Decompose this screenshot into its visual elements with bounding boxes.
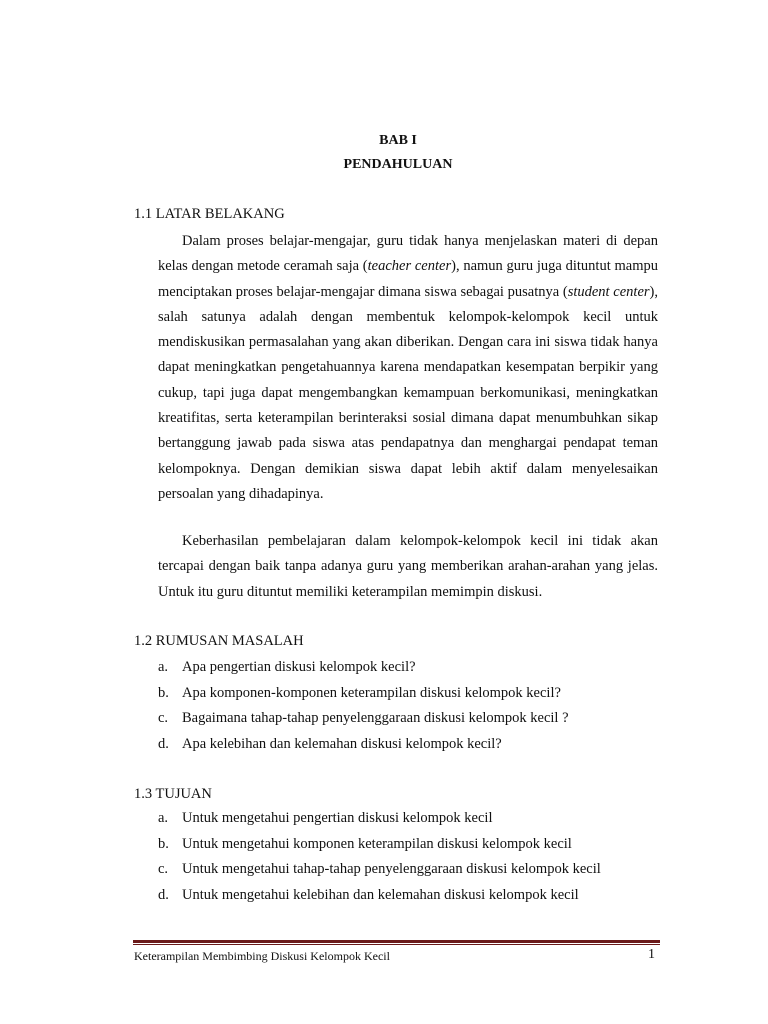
paragraph-text: ), salah satunya adalah dengan membentuk kelompok-kelompok kecil untuk mendiskusikan permasalahan yang akan diberikan. Dengan cara ini siswa tidak hanya dapat meningkatkan pengetahuannya karena mendapatkan kesempatan berpikir yang cukup, tapi juga dapat mengembangkan kemampuan berkomunikasi, meningkatkan kreatifitas, serta keterampilan berinteraksi sosial dimana dapat menumbuhkan sikap bertanggung jawab pada siswa atas pendapatnya dan menghargai pendapat teman kelompoknya. Dengan demikian siswa dapat lebih aktif dalam menyelesaikan persoalan yang dihadapinya. — [158, 283, 658, 502]
list-marker: a. — [158, 810, 169, 826]
tujuan-list — [158, 806, 601, 908]
list-item — [158, 806, 601, 832]
list-item — [158, 655, 569, 681]
list-marker: c. — [158, 861, 169, 877]
italic-term-student-center: student center — [567, 283, 650, 300]
section-heading-tujuan: 1.3 TUJUAN — [134, 786, 212, 802]
list-item-text: Untuk mengetahui tahap-tahap penyelenggaraan diskusi kelompok kecil — [182, 861, 601, 877]
list-item-text: Apa pengertian diskusi kelompok kecil? — [182, 659, 416, 675]
italic-term-teacher-center: teacher center — [367, 258, 452, 275]
list-item — [158, 706, 569, 732]
chapter-title: PENDAHULUAN — [343, 157, 453, 172]
chapter-number: BAB I — [379, 133, 417, 148]
section-heading-latar-belakang: 1.1 LATAR BELAKANG — [134, 206, 285, 222]
list-marker: b. — [158, 684, 169, 701]
section-heading-rumusan-masalah: 1.2 RUMUSAN MASALAH — [134, 633, 304, 649]
page-number: 1 — [648, 947, 655, 962]
rumusan-masalah-list — [158, 655, 569, 757]
list-item — [158, 681, 569, 707]
footer-divider-thin-line — [133, 944, 660, 945]
list-item — [158, 832, 601, 858]
list-item-text: Untuk mengetahui kelebihan dan kelemahan diskusi kelompok kecil — [182, 886, 579, 903]
list-item-text: Untuk mengetahui komponen keterampilan diskusi kelompok kecil — [182, 835, 572, 852]
list-item — [158, 883, 601, 909]
list-item-text: Apa komponen-komponen keterampilan diskusi kelompok kecil? — [182, 684, 561, 701]
list-marker: c. — [158, 710, 169, 726]
list-marker: b. — [158, 835, 169, 852]
paragraph-latar-belakang-2: Keberhasilan pembelajaran dalam kelompok-kelompok kecil ini tidak akan tercapai dengan baik tanpa adanya guru yang memberikan arahan-arahan yang jelas. Untuk itu guru dituntut memiliki keterampilan memimpin diskusi. — [158, 533, 658, 600]
paragraph-text: Dalam proses belajar-mengajar, guru tidak hanya menjelaskan materi di depan kelas dengan metode ceramah saja ( — [158, 233, 658, 275]
footer-divider — [133, 940, 660, 945]
list-marker: a. — [158, 659, 169, 675]
list-item — [158, 732, 569, 758]
list-marker: d. — [158, 735, 169, 752]
list-item-text: Untuk mengetahui pengertian diskusi kelompok kecil — [182, 810, 493, 826]
list-item-text: Apa kelebihan dan kelemahan diskusi kelompok kecil? — [182, 735, 502, 752]
footer-divider-thick-line — [133, 940, 660, 943]
paragraph-text: ), namun guru juga dituntut mampu menciptakan proses belajar-mengajar dimana siswa sebagai pusatnya ( — [158, 258, 658, 300]
list-item — [158, 857, 601, 883]
footer-running-title: Keterampilan Membimbing Diskusi Kelompok Kecil — [134, 949, 390, 963]
paragraph-latar-belakang-1 — [158, 229, 658, 507]
list-item-text: Bagaimana tahap-tahap penyelenggaraan diskusi kelompok kecil ? — [182, 710, 569, 726]
list-marker: d. — [158, 886, 169, 903]
